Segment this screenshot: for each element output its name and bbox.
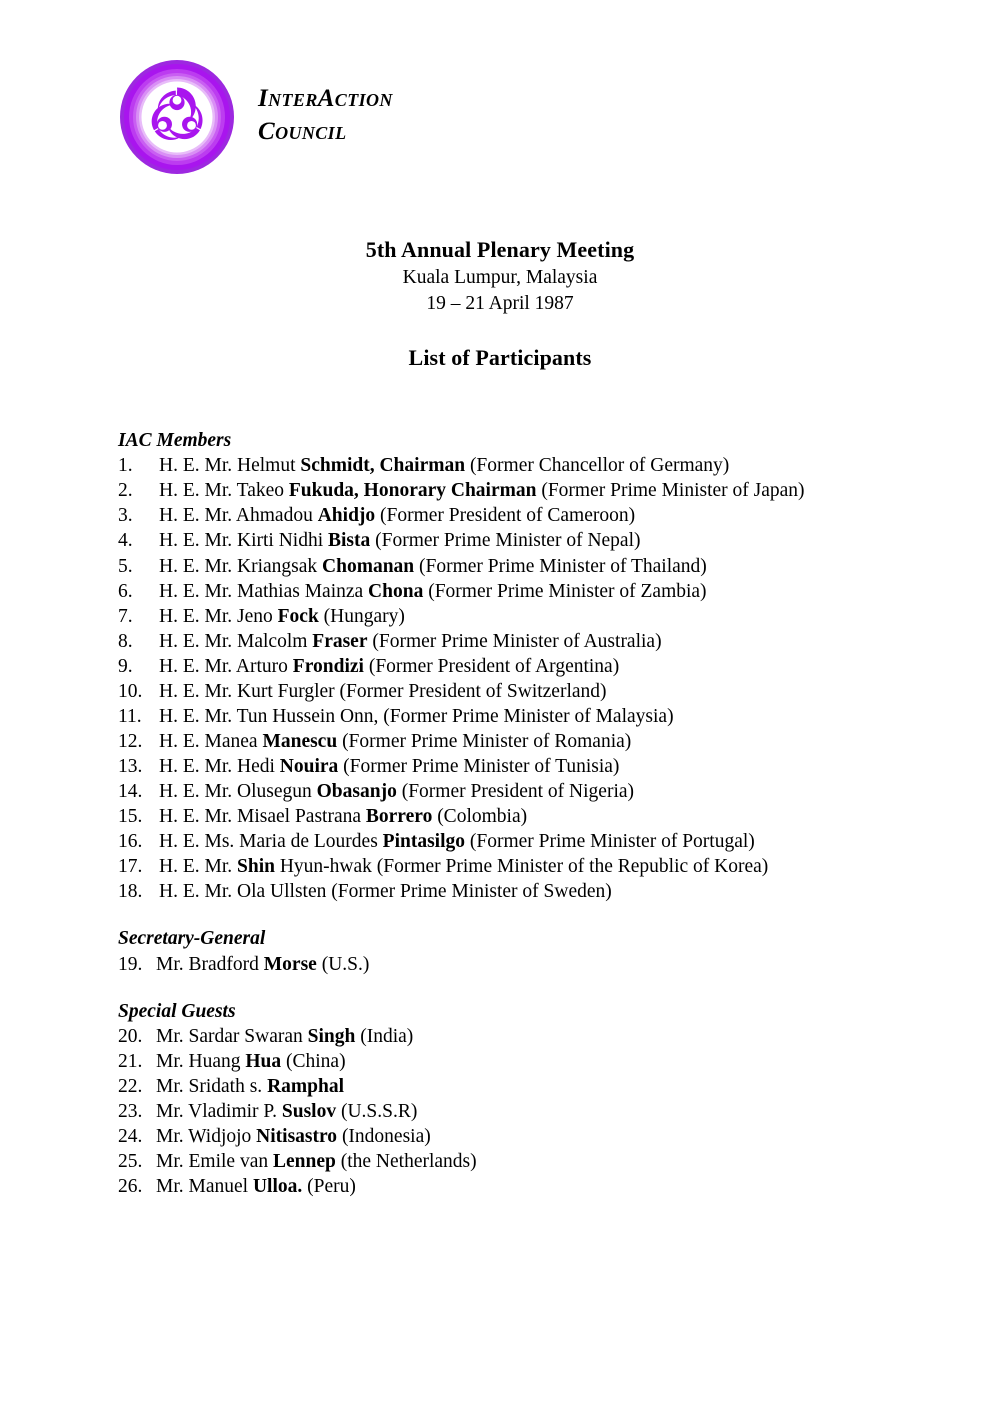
participant-name-prefix: H. E. Mr.	[159, 856, 237, 878]
list-item	[118, 604, 918, 629]
list-item	[118, 879, 918, 904]
list-item	[118, 503, 918, 528]
list-item-label	[159, 528, 641, 553]
list-item	[118, 629, 918, 654]
participant-surname: Obasanjo	[316, 780, 397, 802]
wordmark	[258, 82, 393, 152]
participant-name-prefix: Mr. Widjojo	[156, 1126, 257, 1148]
list-item	[118, 478, 918, 503]
participant-title-country: (Hungary)	[318, 605, 405, 627]
wordmark-line-interaction: InterAction	[258, 85, 393, 112]
participant-surname: Bista	[328, 530, 371, 552]
participant-section	[118, 926, 918, 976]
participant-surname: Chomanan	[322, 555, 415, 577]
list-item-number: 21.	[118, 1050, 143, 1072]
list-item-label	[159, 604, 405, 629]
participant-title-country: (Colombia)	[432, 806, 528, 827]
list-item-label	[156, 1049, 346, 1074]
list-item-label	[159, 679, 607, 704]
participant-title-country: (Former Prime Minister of Thailand)	[414, 555, 707, 577]
participant-surname: Shin	[237, 856, 275, 878]
list-item-label	[159, 854, 768, 879]
list-item-number: 14.	[118, 780, 143, 802]
participant-surname: Frondizi	[292, 655, 364, 677]
section-heading: Special Guests	[118, 1000, 236, 1022]
list-item-number: 12.	[118, 730, 143, 752]
participant-name-prefix: H. E. Mr. Olusegun	[159, 780, 317, 802]
interaction-council-logo-icon	[118, 58, 236, 176]
list-item	[118, 654, 918, 679]
participant-surname: Manescu	[262, 730, 338, 752]
participant-name-prefix: H. E. Manea	[159, 730, 263, 752]
list-item	[118, 679, 918, 704]
participant-title-country: (Former President of Argentina)	[363, 655, 620, 677]
list-item-number: 22.	[118, 1076, 143, 1098]
list-item	[118, 528, 918, 553]
participant-surname: Ulloa.	[252, 1176, 303, 1198]
participant-surname: Ahidjo	[317, 505, 376, 527]
list-item-label	[159, 478, 805, 503]
participant-name-prefix: H. E. Mr. Jeno	[159, 605, 278, 627]
participant-surname: Borrero	[365, 806, 433, 827]
page-subtitle: List of Participants	[408, 344, 592, 370]
list-item-label	[156, 1174, 356, 1199]
section-heading: Secretary-General	[118, 928, 266, 950]
participant-name-prefix: H. E. Ms. Maria de Lourdes	[159, 831, 383, 853]
participant-name-prefix: H. E. Mr. Ahmadou	[159, 505, 318, 527]
list-item-number: 7.	[118, 605, 133, 627]
participant-title-country: (Former Prime Minister of Romania)	[337, 730, 632, 752]
participant-name-prefix: Mr. Bradford	[156, 953, 264, 975]
list-item	[118, 554, 918, 579]
participant-title-country: (Former Prime Minister of Nepal)	[370, 530, 641, 552]
list-item-label	[156, 1024, 413, 1049]
list-item-number: 23.	[118, 1101, 143, 1123]
participant-name-prefix: Mr. Manuel	[156, 1176, 253, 1198]
list-item-number: 4.	[118, 530, 133, 552]
list-item	[118, 1149, 918, 1174]
list-item	[118, 1074, 918, 1099]
section-heading: IAC Members	[118, 430, 232, 451]
participant-title-country: (the Netherlands)	[335, 1151, 477, 1173]
participant-surname: Fraser	[312, 630, 368, 652]
participant-name-prefix: H. E. Mr. Kurt Furgler (Former President of Switzerland)	[159, 680, 607, 702]
list-item-number: 24.	[118, 1126, 143, 1148]
list-item-number: 17.	[118, 856, 143, 878]
list-item-label	[159, 879, 612, 904]
list-item	[118, 854, 918, 879]
list-item-label	[159, 503, 635, 528]
list-item-label	[156, 1099, 417, 1124]
list-item-label	[159, 779, 634, 804]
participant-section	[118, 999, 918, 1200]
list-item-number: 19.	[118, 953, 143, 975]
list-item-label	[156, 1149, 477, 1174]
participant-name-prefix: H. E. Mr. Mathias Mainza	[159, 580, 369, 602]
list-item-number: 15.	[118, 806, 143, 827]
list-item	[118, 1024, 918, 1049]
list-item	[118, 1174, 918, 1199]
participant-title-country: (China)	[281, 1050, 346, 1072]
participant-name-prefix: H. E. Mr. Helmut	[159, 455, 301, 477]
participant-list	[118, 952, 918, 977]
participant-title-country: (Former President of Nigeria)	[396, 780, 635, 802]
list-item-label	[156, 952, 369, 977]
list-item-label	[159, 729, 631, 754]
participant-name-prefix: H. E. Mr. Kirti Nidhi	[159, 530, 328, 552]
participant-name-prefix: Mr. Emile van	[156, 1151, 273, 1173]
participant-name-prefix: H. E. Mr. Ola Ullsten (Former Prime Minister of Sweden)	[159, 881, 612, 903]
list-item-number: 6.	[118, 580, 133, 602]
list-item-label	[159, 554, 707, 579]
list-item-label	[159, 829, 755, 854]
participant-title-country: (India)	[355, 1025, 414, 1047]
participant-surname: Pintasilgo	[382, 831, 466, 853]
participant-name-prefix: Mr. Sardar Swaran	[156, 1025, 308, 1047]
list-item-number: 11.	[118, 705, 142, 727]
list-item	[118, 754, 918, 779]
participant-title-country: (Former Prime Minister of Japan)	[536, 480, 805, 502]
participant-title-country: (Peru)	[302, 1176, 356, 1198]
participant-title-country: Hyun-hwak (Former Prime Minister of the Republic of Korea)	[274, 856, 769, 878]
participant-name-prefix: Mr. Huang	[156, 1050, 246, 1072]
list-item	[118, 1099, 918, 1124]
participants-body	[118, 428, 918, 1199]
participant-surname: Hua	[245, 1050, 282, 1072]
participant-title-country: (Former President of Cameroon)	[375, 505, 636, 527]
list-item-number: 10.	[118, 680, 143, 702]
list-item-number: 16.	[118, 831, 143, 853]
meeting-location: Kuala Lumpur, Malaysia	[402, 266, 598, 288]
list-item	[118, 579, 918, 604]
list-item-label	[156, 1074, 344, 1099]
list-item-label	[159, 579, 707, 604]
participant-surname: Fukuda, Honorary Chairman	[288, 480, 537, 502]
list-item	[118, 952, 918, 977]
list-item-label	[159, 704, 674, 729]
wordmark-line-council: Council	[258, 118, 347, 145]
list-item-number: 13.	[118, 755, 143, 777]
participant-section	[118, 428, 918, 904]
list-item	[118, 729, 918, 754]
participant-title-country: (Former Prime Minister of Tunisia)	[338, 755, 620, 777]
list-item	[118, 779, 918, 804]
participant-title-country: (Former Chancellor of Germany)	[465, 455, 730, 477]
list-item-label	[159, 654, 619, 679]
list-item	[118, 453, 918, 478]
participant-name-prefix: Mr. Vladimir P.	[156, 1101, 282, 1123]
participant-name-prefix: Mr. Sridath s.	[156, 1076, 268, 1098]
participant-title-country: (Indonesia)	[337, 1126, 431, 1148]
participant-name-prefix: H. E. Mr. Kriangsak	[159, 555, 323, 577]
participant-name-prefix: H. E. Mr. Takeo	[159, 480, 289, 502]
meeting-dates: 19 – 21 April 1987	[426, 292, 574, 314]
participant-surname: Schmidt, Chairman	[300, 455, 466, 477]
participant-name-prefix: H. E. Mr. Arturo	[159, 655, 293, 677]
list-item-label	[159, 629, 662, 654]
list-item-label	[159, 804, 527, 829]
participant-surname: Nitisastro	[256, 1126, 338, 1148]
participant-surname: Singh	[307, 1025, 356, 1047]
list-item-number: 1.	[118, 455, 133, 477]
participant-name-prefix: H. E. Mr. Misael Pastrana	[159, 806, 366, 827]
participant-surname: Morse	[263, 953, 317, 975]
list-item-label	[156, 1124, 431, 1149]
participant-title-country: (Former Prime Minister of Australia)	[367, 630, 662, 652]
participant-list	[118, 1024, 918, 1199]
list-item-number: 2.	[118, 480, 133, 502]
participant-title-country: (Former Prime Minister of Zambia)	[423, 580, 707, 602]
title-block	[0, 236, 1000, 371]
list-item-label	[159, 754, 619, 779]
list-item-number: 9.	[118, 655, 133, 677]
participant-surname: Chona	[368, 580, 424, 602]
participant-surname: Fock	[277, 605, 319, 627]
list-item	[118, 1124, 918, 1149]
participant-name-prefix: H. E. Mr. Tun Hussein Onn, (Former Prime Minister of Malaysia)	[159, 705, 674, 727]
list-item-number: 18.	[118, 881, 143, 903]
participant-title-country: (U.S.S.R)	[336, 1101, 418, 1123]
list-item-number: 25.	[118, 1151, 143, 1173]
letterhead	[118, 58, 393, 176]
participant-surname: Ramphal	[267, 1076, 344, 1098]
participant-name-prefix: H. E. Mr. Malcolm	[159, 630, 313, 652]
list-item	[118, 704, 918, 729]
list-item-number: 20.	[118, 1025, 143, 1047]
list-item	[118, 804, 918, 829]
participant-title-country: (Former Prime Minister of Portugal)	[465, 831, 755, 853]
participant-surname: Nouira	[279, 755, 339, 777]
list-item	[118, 829, 918, 854]
participant-title-country: (U.S.)	[316, 953, 370, 975]
page-title: 5th Annual Plenary Meeting	[365, 237, 635, 262]
participant-surname: Lennep	[272, 1151, 336, 1173]
list-item-label	[159, 453, 729, 478]
participant-name-prefix: H. E. Mr. Hedi	[159, 755, 280, 777]
participant-surname: Suslov	[281, 1101, 337, 1123]
list-item-number: 3.	[118, 505, 133, 527]
list-item	[118, 1049, 918, 1074]
participant-list	[118, 453, 918, 904]
list-item-number: 8.	[118, 630, 133, 652]
list-item-number: 5.	[118, 555, 133, 577]
list-item-number: 26.	[118, 1176, 143, 1198]
